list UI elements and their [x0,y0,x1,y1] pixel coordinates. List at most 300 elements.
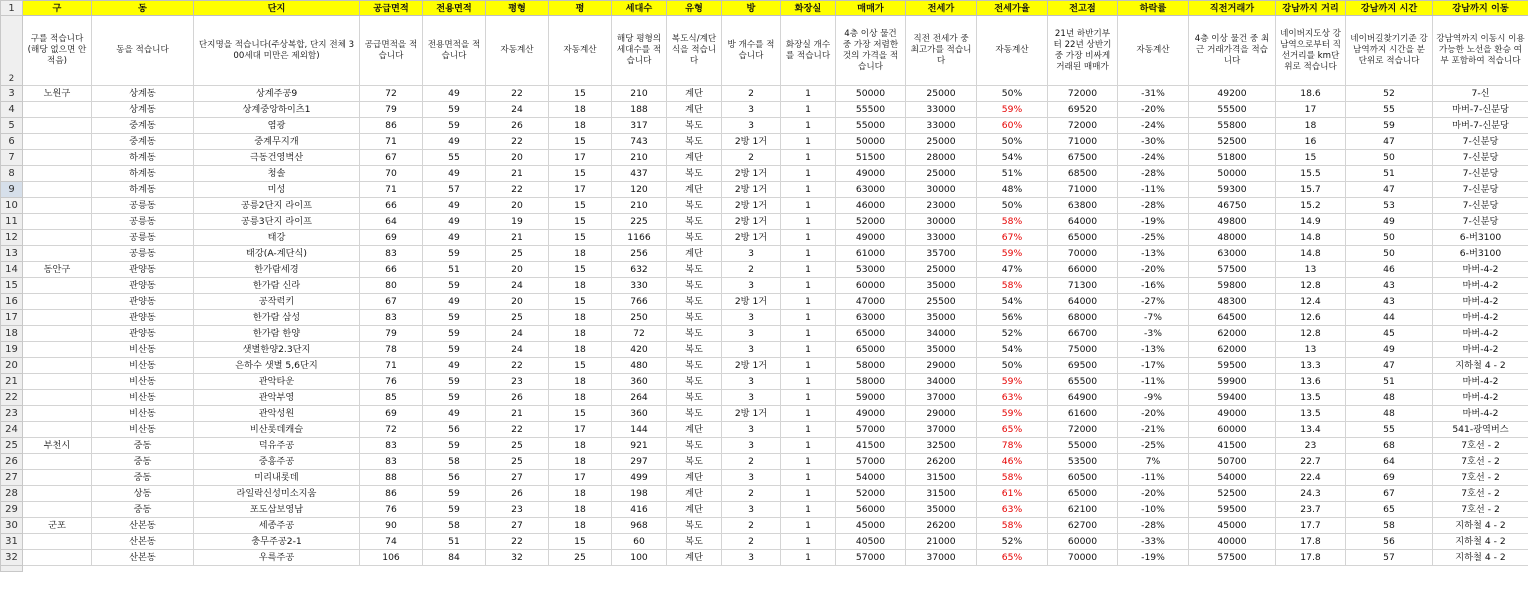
cell[interactable]: 59 [423,502,486,518]
cell[interactable]: 49 [1346,214,1433,230]
cell[interactable]: -10% [1118,502,1189,518]
cell[interactable]: 55 [423,150,486,166]
row-header[interactable]: 32 [1,550,23,566]
cell[interactable]: 78 [360,342,423,358]
cell[interactable]: 마버-4-2 [1433,406,1528,422]
cell[interactable]: 360 [612,374,667,390]
cell[interactable]: 59 [423,118,486,134]
cell[interactable]: 48% [977,182,1048,198]
cell[interactable]: 71 [360,182,423,198]
cell[interactable]: 중동 [92,438,194,454]
cell[interactable]: 37000 [906,422,977,438]
cell[interactable] [23,102,92,118]
instruction-cell[interactable]: 공급면적을 적습니다 [360,16,423,86]
cell[interactable]: 1 [781,262,836,278]
cell[interactable]: 1 [781,422,836,438]
column-header[interactable]: 강남까지 이동 [1433,1,1528,16]
cell[interactable]: 49000 [836,230,906,246]
cell[interactable]: 20 [486,198,549,214]
cell[interactable]: 한가람 한양 [194,326,360,342]
cell[interactable]: 3 [722,278,781,294]
cell[interactable]: 24 [486,326,549,342]
cell[interactable]: 18 [549,102,612,118]
row-header[interactable]: 25 [1,438,23,454]
cell[interactable]: 7호선 - 2 [1433,438,1528,454]
cell[interactable]: 7-신분당 [1433,214,1528,230]
cell[interactable]: 15 [549,294,612,310]
cell[interactable]: 34000 [906,374,977,390]
cell[interactable] [23,502,92,518]
cell[interactable]: 65% [977,550,1048,566]
cell[interactable]: 50 [1346,230,1433,246]
cell[interactable]: 63000 [836,182,906,198]
cell[interactable]: 17.8 [1276,550,1346,566]
cell[interactable]: -19% [1118,214,1189,230]
cell[interactable]: 18 [549,502,612,518]
cell[interactable]: 상계동 [92,102,194,118]
cell[interactable]: 48300 [1189,294,1276,310]
cell[interactable]: 59% [977,246,1048,262]
cell[interactable]: 2방 1거 [722,294,781,310]
cell[interactable]: 한가람 삼성 [194,310,360,326]
cell[interactable]: 비산동 [92,422,194,438]
cell[interactable]: 지하철 4 - 2 [1433,534,1528,550]
cell[interactable]: 2방 1거 [722,406,781,422]
cell[interactable]: 복도 [667,214,722,230]
cell[interactable]: 60000 [1048,534,1118,550]
cell[interactable]: 복도 [667,166,722,182]
cell[interactable]: 67 [1346,486,1433,502]
cell[interactable]: 49800 [1189,214,1276,230]
empty-cell[interactable] [1276,566,1346,572]
cell[interactable]: 18 [549,246,612,262]
cell[interactable]: 51 [1346,374,1433,390]
cell[interactable]: 43 [1346,294,1433,310]
cell[interactable]: 18 [549,326,612,342]
cell[interactable]: 중계동 [92,134,194,150]
cell[interactable]: 7-신분당 [1433,198,1528,214]
cell[interactable]: 마버-4-2 [1433,262,1528,278]
cell[interactable]: 66700 [1048,326,1118,342]
cell[interactable]: 49 [423,406,486,422]
cell[interactable]: 72000 [1048,422,1118,438]
cell[interactable]: 264 [612,390,667,406]
empty-cell[interactable] [23,566,92,572]
cell[interactable]: 계단 [667,246,722,262]
cell[interactable]: 30000 [906,214,977,230]
cell[interactable]: 1 [781,310,836,326]
cell[interactable]: 마버-4-2 [1433,390,1528,406]
cell[interactable]: 22 [486,422,549,438]
cell[interactable]: 83 [360,438,423,454]
cell[interactable]: 27 [486,470,549,486]
cell[interactable]: 1 [781,502,836,518]
cell[interactable]: 태강(A-계단식) [194,246,360,262]
column-header[interactable]: 강남까지 시간 [1346,1,1433,16]
cell[interactable]: 63000 [1189,246,1276,262]
cell[interactable]: 52000 [836,486,906,502]
cell[interactable]: 45000 [836,518,906,534]
cell[interactable]: 65000 [1048,486,1118,502]
cell[interactable]: 29000 [906,406,977,422]
empty-cell[interactable] [977,566,1048,572]
cell[interactable]: 15 [549,406,612,422]
cell[interactable]: 69520 [1048,102,1118,118]
cell[interactable]: 743 [612,134,667,150]
cell[interactable]: 64 [1346,454,1433,470]
cell[interactable]: 56000 [836,502,906,518]
cell[interactable]: 55500 [836,102,906,118]
cell[interactable]: 88 [360,470,423,486]
cell[interactable]: 57 [423,182,486,198]
cell[interactable]: 59 [423,326,486,342]
cell[interactable]: -11% [1118,374,1189,390]
cell[interactable]: 55500 [1189,102,1276,118]
cell[interactable]: 23.7 [1276,502,1346,518]
cell[interactable]: 40000 [1189,534,1276,550]
cell[interactable]: 우륵주공 [194,550,360,566]
cell[interactable]: 59 [423,438,486,454]
cell[interactable] [23,134,92,150]
cell[interactable]: 18 [549,390,612,406]
cell[interactable]: 50000 [836,86,906,102]
cell[interactable]: 64000 [1048,214,1118,230]
cell[interactable]: 632 [612,262,667,278]
cell[interactable]: 1 [781,390,836,406]
cell[interactable] [23,470,92,486]
cell[interactable]: 50 [1346,150,1433,166]
cell[interactable]: 58 [1346,518,1433,534]
cell[interactable]: 마버-4-2 [1433,278,1528,294]
row-header[interactable]: 16 [1,294,23,310]
cell[interactable]: 비산동 [92,342,194,358]
cell[interactable]: 66 [360,198,423,214]
cell[interactable]: 46750 [1189,198,1276,214]
row-header[interactable]: 24 [1,422,23,438]
cell[interactable]: 66000 [1048,262,1118,278]
row-header[interactable]: 5 [1,118,23,134]
cell[interactable]: -9% [1118,390,1189,406]
cell[interactable]: 56 [423,470,486,486]
cell[interactable]: -33% [1118,534,1189,550]
cell[interactable]: 17.7 [1276,518,1346,534]
cell[interactable]: 69500 [1048,358,1118,374]
cell[interactable]: 관양동 [92,294,194,310]
cell[interactable]: -19% [1118,550,1189,566]
cell[interactable]: 중계무지개 [194,134,360,150]
row-header[interactable]: 9 [1,182,23,198]
instruction-cell[interactable]: 4층 이상 물건 중 가장 저렴한 것의 가격을 적습니다 [836,16,906,86]
row-header[interactable]: 28 [1,486,23,502]
cell[interactable]: 1 [781,86,836,102]
cell[interactable]: 766 [612,294,667,310]
cell[interactable]: 22 [486,358,549,374]
cell[interactable]: 1 [781,294,836,310]
cell[interactable]: 계단 [667,422,722,438]
cell[interactable]: 79 [360,326,423,342]
cell[interactable]: 7-신 [1433,86,1528,102]
cell[interactable]: 1 [781,342,836,358]
cell[interactable]: 58000 [836,374,906,390]
cell[interactable]: 관악부영 [194,390,360,406]
cell[interactable]: 65 [1346,502,1433,518]
cell[interactable]: 공릉동 [92,214,194,230]
empty-cell[interactable] [360,566,423,572]
cell[interactable]: 1 [781,166,836,182]
cell[interactable]: 21 [486,166,549,182]
cell[interactable]: -3% [1118,326,1189,342]
cell[interactable] [23,278,92,294]
instruction-cell[interactable]: 방 개수를 적습니다 [722,16,781,86]
cell[interactable]: 3 [722,550,781,566]
cell[interactable]: 67500 [1048,150,1118,166]
cell[interactable]: 58000 [836,358,906,374]
cell[interactable]: 50% [977,134,1048,150]
row-header[interactable]: 14 [1,262,23,278]
column-header[interactable]: 하락률 [1118,1,1189,16]
row-header[interactable] [1,566,23,572]
cell[interactable]: 3 [722,390,781,406]
row-header[interactable]: 30 [1,518,23,534]
cell[interactable]: 25000 [906,134,977,150]
cell[interactable]: 공릉동 [92,230,194,246]
cell[interactable]: 3 [722,470,781,486]
cell[interactable]: 7호선 - 2 [1433,470,1528,486]
cell[interactable]: 50700 [1189,454,1276,470]
instruction-cell[interactable]: 네이버길찾기기준 강남역까지 시간을 분단위로 적습니다 [1346,16,1433,86]
empty-cell[interactable] [423,566,486,572]
cell[interactable]: 25 [486,310,549,326]
cell[interactable]: 59 [423,310,486,326]
cell[interactable]: 60000 [836,278,906,294]
cell[interactable]: 46000 [836,198,906,214]
cell[interactable]: 210 [612,198,667,214]
cell[interactable]: 52 [1346,86,1433,102]
cell[interactable]: 18 [549,438,612,454]
cell[interactable]: 72 [612,326,667,342]
row-header[interactable]: 17 [1,310,23,326]
cell[interactable]: 41500 [836,438,906,454]
cell[interactable]: 24 [486,342,549,358]
cell[interactable]: 72 [360,86,423,102]
cell[interactable]: 1 [781,278,836,294]
column-header[interactable]: 공급면적 [360,1,423,16]
cell[interactable]: 59 [423,390,486,406]
cell[interactable]: 51% [977,166,1048,182]
cell[interactable]: 18.6 [1276,86,1346,102]
empty-cell[interactable] [92,566,194,572]
cell[interactable]: 31500 [906,470,977,486]
cell[interactable]: 부천시 [23,438,92,454]
cell[interactable]: 2 [722,486,781,502]
row-header[interactable]: 3 [1,86,23,102]
empty-cell[interactable] [1433,566,1528,572]
cell[interactable]: 74 [360,534,423,550]
cell[interactable]: 59% [977,374,1048,390]
instruction-cell[interactable]: 구를 적습니다(해당 없으면 안 적음) [23,16,92,86]
cell[interactable] [23,230,92,246]
empty-cell[interactable] [194,566,360,572]
cell[interactable]: 22 [486,182,549,198]
column-header[interactable]: 전세가 [906,1,977,16]
cell[interactable]: 1 [781,534,836,550]
cell[interactable]: 33000 [906,230,977,246]
cell[interactable]: 317 [612,118,667,134]
empty-cell[interactable] [667,566,722,572]
instruction-cell[interactable]: 복도식/계단식을 적습니다 [667,16,722,86]
cell[interactable]: 비산동 [92,358,194,374]
empty-cell[interactable] [1048,566,1118,572]
cell[interactable]: 28000 [906,150,977,166]
column-header[interactable]: 평 [549,1,612,16]
cell[interactable]: 53 [1346,198,1433,214]
cell[interactable]: 3 [722,374,781,390]
column-header[interactable]: 전용면적 [423,1,486,16]
cell[interactable]: 13.3 [1276,358,1346,374]
cell[interactable]: 53500 [1048,454,1118,470]
cell[interactable]: 49200 [1189,86,1276,102]
cell[interactable]: 계단 [667,486,722,502]
cell[interactable]: 46% [977,454,1048,470]
cell[interactable]: 47000 [836,294,906,310]
cell[interactable]: 58% [977,470,1048,486]
column-header[interactable]: 화장실 [781,1,836,16]
cell[interactable]: 3 [722,102,781,118]
cell[interactable]: 1 [781,470,836,486]
cell[interactable]: -27% [1118,294,1189,310]
cell[interactable]: 1 [781,518,836,534]
row-header[interactable]: 22 [1,390,23,406]
cell[interactable] [23,550,92,566]
cell[interactable]: 47 [1346,358,1433,374]
cell[interactable]: 56% [977,310,1048,326]
cell[interactable]: 256 [612,246,667,262]
cell[interactable]: -25% [1118,438,1189,454]
instruction-cell[interactable]: 화장실 개수를 적습니다 [781,16,836,86]
instruction-cell[interactable]: 강남역까지 이동시 이용가능한 노선을 환승 여부 포함하여 적습니다 [1433,16,1528,86]
empty-cell[interactable] [781,566,836,572]
cell[interactable]: 관양동 [92,262,194,278]
empty-cell[interactable] [1346,566,1433,572]
cell[interactable]: 69 [360,406,423,422]
cell[interactable]: 덕유주공 [194,438,360,454]
cell[interactable]: 15 [549,134,612,150]
cell[interactable]: -17% [1118,358,1189,374]
cell[interactable]: 26 [486,118,549,134]
cell[interactable]: 48 [1346,390,1433,406]
cell[interactable]: 복도 [667,342,722,358]
row-header[interactable]: 20 [1,358,23,374]
cell[interactable]: 3 [722,422,781,438]
row-header[interactable]: 12 [1,230,23,246]
cell[interactable]: 복도 [667,134,722,150]
cell[interactable] [23,454,92,470]
cell[interactable]: 15 [549,166,612,182]
cell[interactable] [23,182,92,198]
instruction-cell[interactable]: 4층 이상 물건 중 최근 거래가격을 적습니다 [1189,16,1276,86]
cell[interactable]: 6-버3100 [1433,230,1528,246]
cell[interactable]: 18 [549,374,612,390]
cell[interactable]: 62000 [1189,326,1276,342]
row-header[interactable]: 23 [1,406,23,422]
cell[interactable]: 49 [1346,342,1433,358]
cell[interactable]: 하계동 [92,182,194,198]
cell[interactable]: 극동건영벽산 [194,150,360,166]
cell[interactable]: 2 [722,534,781,550]
cell[interactable]: 7% [1118,454,1189,470]
cell[interactable]: 86 [360,486,423,502]
cell[interactable]: 57000 [836,550,906,566]
cell[interactable]: 22 [486,534,549,550]
cell[interactable]: 66 [360,262,423,278]
cell[interactable]: 46 [1346,262,1433,278]
empty-cell[interactable] [549,566,612,572]
cell[interactable]: 37000 [906,550,977,566]
cell[interactable]: 62700 [1048,518,1118,534]
cell[interactable]: 2방 1거 [722,358,781,374]
cell[interactable]: 중동 [92,454,194,470]
cell[interactable]: 3 [722,502,781,518]
cell[interactable]: 60 [612,534,667,550]
column-header[interactable]: 단지 [194,1,360,16]
cell[interactable]: 84 [423,550,486,566]
cell[interactable]: 샛별한양2.3단지 [194,342,360,358]
cell[interactable] [23,358,92,374]
cell[interactable] [23,342,92,358]
row-header[interactable]: 18 [1,326,23,342]
cell[interactable]: -11% [1118,470,1189,486]
cell[interactable]: 1 [781,102,836,118]
cell[interactable]: 67 [360,294,423,310]
cell[interactable]: 13 [1276,342,1346,358]
cell[interactable]: 106 [360,550,423,566]
cell[interactable]: 49 [423,294,486,310]
cell[interactable]: 58% [977,278,1048,294]
cell[interactable]: 3 [722,310,781,326]
cell[interactable]: 15 [549,358,612,374]
cell[interactable]: 2 [722,262,781,278]
cell[interactable]: 60% [977,118,1048,134]
cell[interactable]: 2방 1거 [722,198,781,214]
cell[interactable] [23,534,92,550]
cell[interactable]: 계단 [667,182,722,198]
cell[interactable]: 48000 [1189,230,1276,246]
cell[interactable]: 19 [486,214,549,230]
column-header[interactable]: 강남까지 거리 [1276,1,1346,16]
cell[interactable] [23,326,92,342]
cell[interactable]: 26200 [906,454,977,470]
cell[interactable]: 공릉동 [92,198,194,214]
cell[interactable]: 21 [486,230,549,246]
cell[interactable]: 군포 [23,518,92,534]
cell[interactable]: 중계동 [92,118,194,134]
cell[interactable]: 1 [781,246,836,262]
cell[interactable]: 복도 [667,278,722,294]
instruction-cell[interactable]: 단지명을 적습니다(주상복합, 단지 전체 300세대 미만은 제외함) [194,16,360,86]
column-header[interactable]: 방 [722,1,781,16]
cell[interactable]: 83 [360,246,423,262]
cell[interactable]: 6-버3100 [1433,246,1528,262]
cell[interactable]: 마버-4-2 [1433,342,1528,358]
cell[interactable]: 15 [549,262,612,278]
cell[interactable]: 관악성원 [194,406,360,422]
column-header[interactable]: 동 [92,1,194,16]
cell[interactable]: 17.8 [1276,534,1346,550]
cell[interactable]: 태강 [194,230,360,246]
empty-cell[interactable] [836,566,906,572]
cell[interactable]: 54% [977,294,1048,310]
instruction-cell[interactable]: 자동계산 [977,16,1048,86]
